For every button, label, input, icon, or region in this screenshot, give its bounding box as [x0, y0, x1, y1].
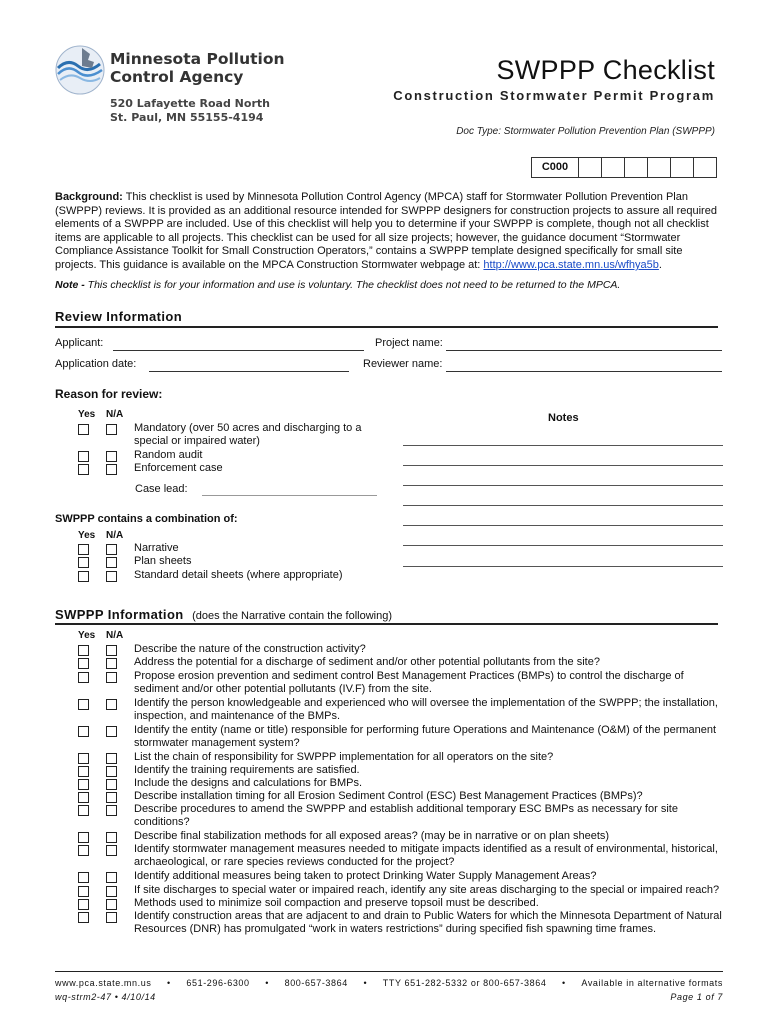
reason-item: Mandatory (over 50 acres and discharging to a special or impaired water) [134, 422, 362, 448]
info-item: Address the potential for a discharge of sediment and/or other potential pollutants from the site? [134, 656, 600, 668]
info-item: Include the designs and calculations for BMPs. [134, 777, 363, 789]
footer-form-code: wq-strm2-47 • 4/10/14 [55, 992, 156, 1002]
applicant-label: Applicant: [55, 337, 104, 349]
info-na-checkbox[interactable] [106, 886, 117, 897]
footer: www.pca.state.mn.us • 651-296-6300 • 800-657-3864 • TTY 651-282-5332 or 800-657-3864 • Available in alternative formats wq-strm2-47 • 4/10/14 Page 1 of 7 [55, 978, 723, 1002]
info-na-checkbox[interactable] [106, 766, 117, 777]
info-na-checkbox[interactable] [106, 779, 117, 790]
form-id-cell[interactable] [578, 158, 601, 177]
footer-alt-formats: Available in alternative formats [581, 978, 723, 988]
yes-header: Yes [78, 530, 96, 541]
info-yes-checkbox[interactable] [78, 672, 89, 683]
reason-yes-checkbox[interactable] [78, 451, 89, 462]
na-header: N/A [106, 530, 124, 541]
combination-item: Plan sheets [134, 555, 192, 567]
project-name-label: Project name: [375, 337, 443, 349]
notes-line[interactable] [403, 505, 723, 506]
form-id-cell[interactable] [601, 158, 624, 177]
info-item: Methods used to minimize soil compaction and preserve topsoil must be described. [134, 897, 539, 909]
info-yes-checkbox[interactable] [78, 832, 89, 843]
info-na-checkbox[interactable] [106, 726, 117, 737]
swppp-info-heading-note: (does the Narrative contain the following) [192, 610, 393, 622]
info-item: Identify construction areas that are adjacent to and drain to Public Waters for which the Minnesota Department of Natural Resources (DNR) has promulgated “work in waters restrictions” during specified fish spawning time frames. [134, 910, 722, 936]
info-na-checkbox[interactable] [106, 753, 117, 764]
info-yes-checkbox[interactable] [78, 886, 89, 897]
reason-yes-checkbox[interactable] [78, 424, 89, 435]
na-header: N/A [106, 409, 124, 420]
case-lead-field[interactable] [202, 495, 377, 496]
info-yes-checkbox[interactable] [78, 766, 89, 777]
yes-header: Yes [78, 630, 96, 641]
na-header: N/A [106, 630, 124, 641]
page-title: SWPPP Checklist [496, 55, 715, 85]
reason-item: Random audit [134, 449, 203, 461]
application-date-field[interactable] [149, 359, 349, 372]
combination-yes-checkbox[interactable] [78, 571, 89, 582]
info-item: Describe the nature of the construction activity? [134, 643, 366, 655]
combination-yes-checkbox[interactable] [78, 557, 89, 568]
application-date-label: Application date: [55, 358, 137, 370]
info-item: Identify the entity (name or title) responsible for performing future Operations and Maintenance (O&M) of the permanent stormwater management system? [134, 724, 717, 750]
form-id-box [531, 157, 717, 178]
info-item: Describe procedures to amend the SWPPP and establish additional temporary ESC BMPs as necessary for site conditions? [134, 803, 678, 829]
reason-na-checkbox[interactable] [106, 451, 117, 462]
info-item: Identify additional measures being taken to protect Drinking Water Supply Management Areas? [134, 870, 597, 882]
info-na-checkbox[interactable] [106, 805, 117, 816]
reason-na-checkbox[interactable] [106, 464, 117, 475]
info-yes-checkbox[interactable] [78, 753, 89, 764]
info-na-checkbox[interactable] [106, 912, 117, 923]
combination-na-checkbox[interactable] [106, 544, 117, 555]
notes-line[interactable] [403, 525, 723, 526]
footer-phone1: 651-296-6300 [186, 978, 250, 988]
info-item: Describe installation timing for all Erosion Sediment Control (ESC) Best Management Practices (BMPs)? [134, 790, 643, 802]
applicant-field[interactable] [113, 338, 364, 351]
combination-heading: SWPPP contains a combination of: [55, 513, 238, 525]
form-id-cell[interactable] [624, 158, 647, 177]
reason-item: Enforcement case [134, 462, 223, 474]
form-id-cell[interactable] [647, 158, 670, 177]
info-item: Describe final stabilization methods for all exposed areas? (may be in narrative or on plan sheets) [134, 830, 610, 842]
info-yes-checkbox[interactable] [78, 872, 89, 883]
yes-header: Yes [78, 409, 96, 420]
info-yes-checkbox[interactable] [78, 845, 89, 856]
info-yes-checkbox[interactable] [78, 792, 89, 803]
reason-yes-checkbox[interactable] [78, 464, 89, 475]
combination-item: Narrative [134, 542, 179, 554]
case-lead-label: Case lead: [135, 483, 188, 495]
form-id-cell[interactable] [670, 158, 693, 177]
footer-rule [55, 971, 723, 972]
agency-name: Minnesota Pollution Control Agency [110, 50, 285, 86]
info-yes-checkbox[interactable] [78, 726, 89, 737]
info-yes-checkbox[interactable] [78, 645, 89, 656]
info-item: Identify stormwater management measures needed to mitigate impacts identified as a result of environmental, historical, archaeological, or rare species reviews conducted for the project? [134, 843, 718, 869]
notes-line[interactable] [403, 445, 723, 446]
footer-tty: TTY 651-282-5332 or 800-657-3864 [382, 978, 547, 988]
section-rule [55, 326, 718, 328]
info-item: If site discharges to special water or impaired reach, identify any site areas discharging to the special or impaired reach? [134, 884, 720, 896]
info-na-checkbox[interactable] [106, 899, 117, 910]
info-na-checkbox[interactable] [106, 872, 117, 883]
info-item: Identify the person knowledgeable and experienced who will oversee the implementation of the SWPPP; the installation, inspection, and maintenance of the BMPs. [134, 697, 718, 723]
info-na-checkbox[interactable] [106, 658, 117, 669]
combination-na-checkbox[interactable] [106, 557, 117, 568]
mpca-logo-icon [54, 44, 106, 96]
footer-website: www.pca.state.mn.us [55, 978, 152, 988]
footer-page-number: Page 1 of 7 [670, 992, 723, 1002]
info-na-checkbox[interactable] [106, 792, 117, 803]
doc-type: Doc Type: Stormwater Pollution Prevention Plan (SWPPP) [456, 126, 715, 137]
info-na-checkbox[interactable] [106, 699, 117, 710]
notes-heading: Notes [548, 412, 579, 424]
swppp-info-heading-wrap [55, 606, 392, 624]
info-yes-checkbox[interactable] [78, 912, 89, 923]
info-yes-checkbox[interactable] [78, 805, 89, 816]
info-na-checkbox[interactable] [106, 645, 117, 656]
info-yes-checkbox[interactable] [78, 699, 89, 710]
info-item: Propose erosion prevention and sediment control Best Management Practices (BMPs) to control the discharge of sediment and/or other potential pollutants (IV.F) from the site. [134, 670, 684, 696]
info-na-checkbox[interactable] [106, 832, 117, 843]
info-na-checkbox[interactable] [106, 672, 117, 683]
info-yes-checkbox[interactable] [78, 899, 89, 910]
combination-yes-checkbox[interactable] [78, 544, 89, 555]
agency-logo [54, 44, 294, 134]
notes-line[interactable] [403, 485, 723, 486]
review-heading: Review Information [55, 309, 183, 324]
reason-heading: Reason for review: [55, 387, 163, 401]
form-id: C000 [541, 161, 569, 173]
info-yes-checkbox[interactable] [78, 658, 89, 669]
info-item: List the chain of responsibility for SWPPP implementation for all operators on the site? [134, 751, 554, 763]
reviewer-name-field[interactable] [446, 359, 722, 372]
info-yes-checkbox[interactable] [78, 779, 89, 790]
agency-address: 520 Lafayette Road North St. Paul, MN 55155-4194 [110, 97, 270, 124]
form-id-cell[interactable] [693, 158, 716, 177]
notes-line[interactable] [403, 465, 723, 466]
reviewer-name-label: Reviewer name: [363, 358, 443, 370]
notes-line[interactable] [403, 545, 723, 546]
background-paragraph: Background: This checklist is used by Minnesota Pollution Control Agency (MPCA) staff for Stormwater Pollution Prevention Plan (SWPPP) reviews. It is provided as an additional resource intended for SWPPP designers for construction projects to assure all required elements of a SWPPP are included. Use of this checklist will help you to determine if your SWPPP is complete, though not all checklist items are applicable to all projects. This checklist can be used for all size projects; however, the guidance document “Stormwater Compliance Assistance Toolkit for Small Construction Operators,” contains a SWPPP template designed specifically for small site projects. This guidance is available on the MPCA Construction Stormwater webpage at: http://www.pca.state.mn.us/wfhya5b. [55, 191, 717, 271]
info-item: Identify the training requirements are satisfied. [134, 764, 360, 776]
combination-item: Standard detail sheets (where appropriate) [134, 569, 343, 581]
program-subtitle: Construction Stormwater Permit Program [393, 88, 715, 103]
swppp-info-heading: SWPPP Information [55, 607, 184, 622]
notes-line[interactable] [403, 566, 723, 567]
info-na-checkbox[interactable] [106, 845, 117, 856]
section-rule [55, 623, 718, 625]
reason-na-checkbox[interactable] [106, 424, 117, 435]
note-paragraph: Note - This checklist is for your information and use is voluntary. The checklist does not need to be returned to the MPCA. [55, 279, 621, 291]
guidance-link[interactable]: http://www.pca.state.mn.us/wfhya5b [483, 258, 659, 271]
project-name-field[interactable] [446, 338, 722, 351]
footer-phone2: 800-657-3864 [284, 978, 348, 988]
combination-na-checkbox[interactable] [106, 571, 117, 582]
